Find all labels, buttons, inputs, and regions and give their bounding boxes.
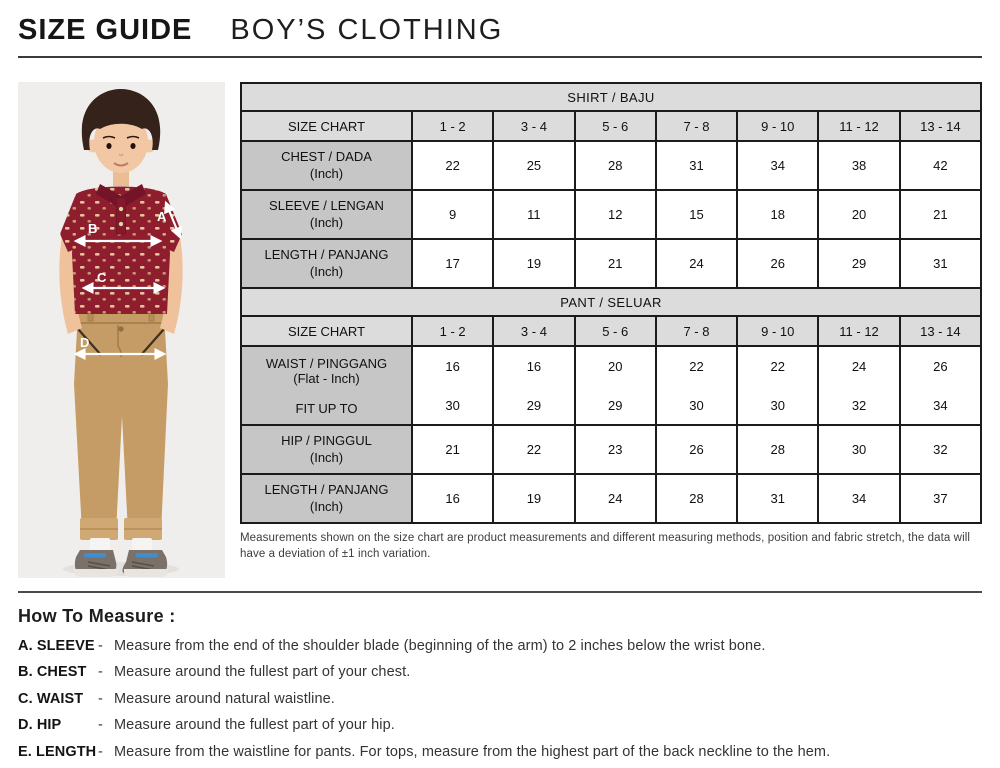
shirt-size-header-row: [241, 111, 981, 141]
value-cell: 34: [737, 141, 818, 190]
list-item-waist: [18, 691, 982, 707]
page-header: [18, 14, 982, 47]
value-cell: 31: [900, 239, 981, 288]
shoe-strap-left: [84, 553, 106, 558]
row-label-text: LENGTH / PANJANG: [264, 482, 389, 498]
row-unit-text: (Inch): [309, 449, 344, 465]
boy-illustration: [18, 82, 225, 578]
waist-flat-value: 24: [851, 358, 867, 374]
shirt-section-title: SHIRT / BAJU: [241, 83, 981, 111]
row-unit-text: (Flat - Inch): [293, 370, 360, 386]
size-col-header: 9 - 10: [737, 111, 818, 141]
value-cell: 15: [656, 190, 737, 239]
arrow-label-d: D: [80, 335, 90, 350]
item-text: Measure around the fullest part of your chest.: [114, 664, 411, 680]
row-unit-text: (Inch): [309, 214, 344, 230]
waist-value-cell: [412, 346, 493, 425]
how-to-measure-heading: How To Measure :: [18, 606, 176, 626]
measurement-disclaimer: Measurements shown on the size chart are product measurements and different measuring methods, position and fabric stretch, the data will have a deviation of ±1 inch variation.: [240, 532, 971, 561]
chest-row-label: [241, 141, 412, 190]
value-cell: 21: [900, 190, 981, 239]
waist-flat-value: 20: [607, 358, 623, 374]
sleeve-row-label: [241, 190, 412, 239]
size-col-header: 7 - 8: [656, 316, 737, 346]
value-cell: 26: [737, 239, 818, 288]
value-cell: 16: [412, 474, 493, 523]
value-cell: 11: [493, 190, 574, 239]
waist-flat-value: 22: [770, 358, 785, 374]
value-cell: 26: [656, 425, 737, 474]
item-dash: -: [98, 664, 103, 680]
row-label-text: WAIST / PINGGANG: [265, 355, 388, 371]
hip-row-label: [241, 425, 412, 474]
size-col-header: 7 - 8: [656, 111, 737, 141]
value-cell: 28: [656, 474, 737, 523]
sleeve-row: [241, 190, 981, 239]
boy-shirt: [60, 184, 182, 314]
value-cell: 31: [737, 474, 818, 523]
size-chart-table: [240, 82, 982, 524]
waist-fit-value: 29: [526, 397, 542, 413]
value-cell: 32: [900, 425, 981, 474]
waist-flat-value: 16: [445, 358, 460, 374]
waist-value-cell: [737, 346, 818, 425]
how-to-measure-list: [18, 638, 982, 760]
value-cell: 28: [737, 425, 818, 474]
waist-fit-value: 30: [770, 397, 785, 413]
size-col-header: 3 - 4: [493, 316, 574, 346]
value-cell: 25: [493, 141, 574, 190]
value-cell: 17: [412, 239, 493, 288]
waist-fit-value: 34: [933, 397, 948, 413]
value-cell: 20: [818, 190, 899, 239]
pant-section-title: PANT / SELUAR: [241, 288, 981, 316]
waist-value-cell: [900, 346, 981, 425]
value-cell: 18: [737, 190, 818, 239]
size-col-header: 5 - 6: [575, 111, 656, 141]
item-dash: -: [98, 690, 103, 707]
row-label-text: CHEST / DADA: [281, 149, 372, 165]
item-label: A. SLEEVE: [18, 637, 95, 654]
row-unit-text: (Inch): [309, 165, 344, 181]
waist-row-label: [241, 346, 412, 425]
value-cell: 22: [493, 425, 574, 474]
size-col-header: 9 - 10: [737, 316, 818, 346]
chest-row: [241, 141, 981, 190]
value-cell: 24: [656, 239, 737, 288]
size-col-header: 11 - 12: [818, 316, 899, 346]
value-cell: 28: [575, 141, 656, 190]
item-text: Measure from the waistline for pants. For tops, measure from the highest part of the back neckline to the hem.: [114, 743, 831, 760]
waist-flat-value: 22: [689, 358, 704, 374]
item-text: Measure around the fullest part of your hip.: [114, 717, 395, 733]
arrow-label-a: A: [157, 209, 167, 224]
value-cell: 31: [656, 141, 737, 190]
pant-length-row: [241, 474, 981, 523]
value-cell: 42: [900, 141, 981, 190]
waist-value-cell: [656, 346, 737, 425]
size-chart-column: [240, 82, 982, 562]
waist-flat-value: 16: [526, 358, 542, 374]
row-unit-text: (Inch): [309, 263, 344, 279]
row-label-text: HIP / PINGGUL: [281, 433, 372, 449]
size-col-header: 11 - 12: [818, 111, 899, 141]
value-cell: 34: [818, 474, 899, 523]
shirt-section-header-row: [241, 83, 981, 111]
shirt-length-row-label: [241, 239, 412, 288]
value-cell: 12: [575, 190, 656, 239]
item-label: E. LENGTH: [18, 743, 97, 760]
header-divider: [18, 56, 982, 58]
boy-model-photo: [18, 82, 225, 578]
section-divider: [18, 591, 982, 593]
list-item-chest: [18, 664, 982, 680]
item-dash: -: [98, 717, 103, 733]
waist-value-cell: [818, 346, 899, 425]
waist-fit-value: 29: [607, 397, 623, 413]
value-cell: 22: [412, 141, 493, 190]
shoe-strap-right: [136, 553, 158, 558]
item-label: B. CHEST: [18, 664, 87, 680]
value-cell: 29: [818, 239, 899, 288]
list-item-sleeve: [18, 638, 982, 654]
waist-value-cell: [575, 346, 656, 425]
item-text: Measure around natural waistline.: [114, 690, 335, 707]
size-chart-label: SIZE CHART: [241, 316, 412, 346]
value-cell: 38: [818, 141, 899, 190]
main-content: [18, 82, 982, 578]
page-subtitle: BOY’S CLOTHING: [230, 14, 504, 46]
waist-value-cell: [493, 346, 574, 425]
value-cell: 23: [575, 425, 656, 474]
value-cell: 9: [412, 190, 493, 239]
fit-up-to-label: FIT UP TO: [295, 400, 358, 416]
row-label-text: SLEEVE / LENGAN: [269, 198, 384, 214]
item-text: Measure from the end of the shoulder blade (beginning of the arm) to 2 inches below the wrist bone.: [114, 637, 766, 654]
shirt-length-row: [241, 239, 981, 288]
size-col-header: 5 - 6: [575, 316, 656, 346]
page-title: SIZE GUIDE: [18, 14, 193, 46]
pant-size-header-row: [241, 316, 981, 346]
waist-fit-value: 30: [689, 397, 704, 413]
value-cell: 37: [900, 474, 981, 523]
size-col-header: 3 - 4: [493, 111, 574, 141]
item-label: D. HIP: [18, 717, 62, 733]
size-chart-label: SIZE CHART: [241, 111, 412, 141]
value-cell: 21: [575, 239, 656, 288]
value-cell: 19: [493, 474, 574, 523]
waist-fit-value: 32: [851, 397, 867, 413]
hip-row: [241, 425, 981, 474]
row-unit-text: (Inch): [309, 498, 344, 514]
value-cell: 24: [575, 474, 656, 523]
pant-section-header-row: [241, 288, 981, 316]
waist-row: [241, 346, 981, 425]
item-dash: -: [98, 743, 103, 760]
item-dash: -: [98, 637, 103, 654]
size-col-header: 1 - 2: [412, 316, 493, 346]
value-cell: 30: [818, 425, 899, 474]
size-col-header: 13 - 14: [900, 316, 981, 346]
list-item-length: [18, 744, 982, 760]
waist-flat-value: 26: [933, 358, 948, 374]
row-label-text: LENGTH / PANJANG: [264, 247, 389, 263]
value-cell: 19: [493, 239, 574, 288]
item-label: C. WAIST: [18, 690, 84, 707]
value-cell: 21: [412, 425, 493, 474]
pant-length-row-label: [241, 474, 412, 523]
size-col-header: 1 - 2: [412, 111, 493, 141]
arrow-label-c: C: [97, 270, 107, 285]
waist-fit-value: 30: [445, 397, 460, 413]
size-col-header: 13 - 14: [900, 111, 981, 141]
list-item-hip: [18, 717, 982, 733]
polo-placket: [117, 198, 126, 234]
arrow-label-b: B: [88, 221, 98, 236]
